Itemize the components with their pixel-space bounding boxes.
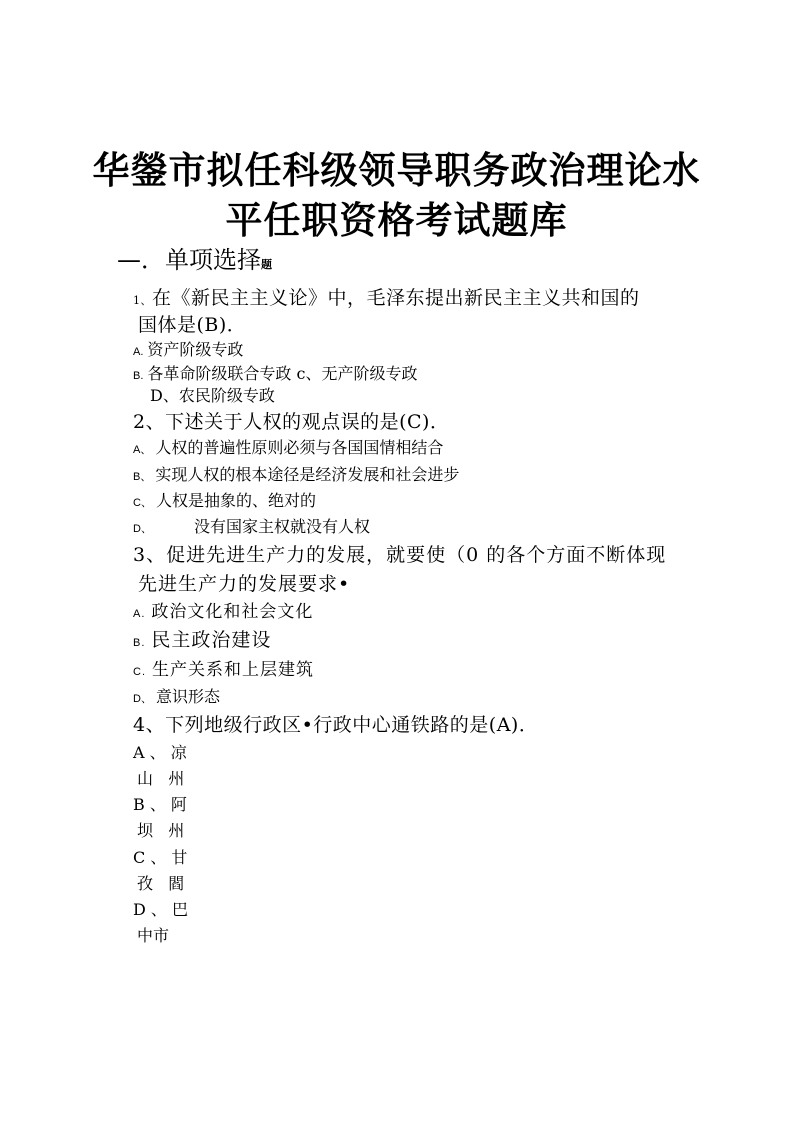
q2-option-b: [133, 462, 459, 485]
q1-option-a-text: 资产阶级专政: [147, 340, 244, 359]
section-suffix: 题: [261, 258, 272, 271]
doc-title-line1: 华鎣市拟任科级领导职务政治理论水: [92, 149, 701, 192]
doc-title-line2: 平任职资格考试题库: [225, 199, 568, 242]
q2-option-d-text: 没有国家主权就没有人权: [193, 517, 370, 536]
section-heading: [117, 240, 272, 275]
q1-option-b: [133, 361, 417, 384]
q2-option-a-text: 人权的普遍性原则必须与各国国情相结合: [155, 438, 444, 457]
q4-stem: 4、下列地级行政区•行政中心通铁路的是(A)．: [133, 714, 539, 736]
q2-option-a: [133, 435, 443, 458]
q3-option-c-letter: C.: [133, 666, 146, 678]
q1-stem-line1: [133, 283, 640, 310]
q4-line-4: 坝 州: [137, 821, 185, 840]
q4-line-2: 山 州: [137, 769, 185, 788]
q2-stem: 2、下述关于人权的观点误的是(C)．: [133, 411, 450, 433]
q2-option-c-text: 人权是抽象的、绝对的: [155, 491, 316, 510]
section-prefix: —．: [117, 246, 165, 274]
q1-option-d: D、农民阶级专政: [150, 386, 275, 405]
q1-stem-line2: 国体是(B)．: [138, 314, 247, 336]
q3-option-c: [133, 655, 314, 680]
q4-line-5: C 、 甘: [133, 848, 188, 867]
q2-option-d-letter: D、: [133, 523, 152, 535]
q2-option-c-letter: C、: [133, 497, 152, 509]
q3-option-d: [133, 684, 220, 707]
q3-option-a: [133, 597, 313, 622]
q4-line-6: 孜 閻: [137, 874, 185, 893]
q4-line-3: B 、 阿: [133, 795, 187, 814]
section-heading-text: 单项选择: [165, 246, 261, 274]
q1-option-a: [133, 337, 243, 360]
q1-stem-text: 在《新民主主义论》中，毛泽东提出新民主主义共和国的: [152, 287, 640, 309]
q3-option-a-letter: A.: [133, 608, 146, 620]
q4-line-1: A 、 凉: [133, 743, 187, 762]
q3-option-b: [133, 625, 271, 652]
q2-option-a-letter: A、: [133, 444, 152, 456]
q4-line-8: 中市: [137, 926, 170, 945]
q2-option-d: [133, 514, 370, 537]
q1-option-b-text: 各革命阶级联合专政 c、无产阶级专政: [147, 364, 418, 383]
q3-option-b-letter: B.: [133, 637, 146, 649]
q1-number: 1、: [133, 294, 152, 307]
q3-stem-line2: 先进生产力的发展要求•: [138, 573, 351, 595]
q3-stem-line1: 3、促进先进生产力的发展，就要使（0 的各个方面不断体现: [133, 544, 667, 566]
q3-option-d-letter: D、: [133, 693, 152, 705]
q3-option-c-text: 生产关系和上层建筑: [152, 660, 314, 680]
q3-option-b-text: 民主政治建设: [151, 629, 272, 651]
q3-option-d-text: 意识形态: [155, 687, 220, 706]
q2-option-b-letter: B、: [133, 471, 152, 483]
q2-option-b-text: 实现人权的根本途径是经济发展和社会进步: [155, 465, 460, 484]
q1-option-b-letter: B.: [133, 370, 144, 382]
q3-option-a-text: 政治文化和社会文化: [151, 602, 314, 622]
q2-option-c: [133, 488, 316, 511]
q4-line-7: D 、 巴: [133, 900, 189, 919]
q1-option-a-letter: A.: [133, 346, 144, 358]
